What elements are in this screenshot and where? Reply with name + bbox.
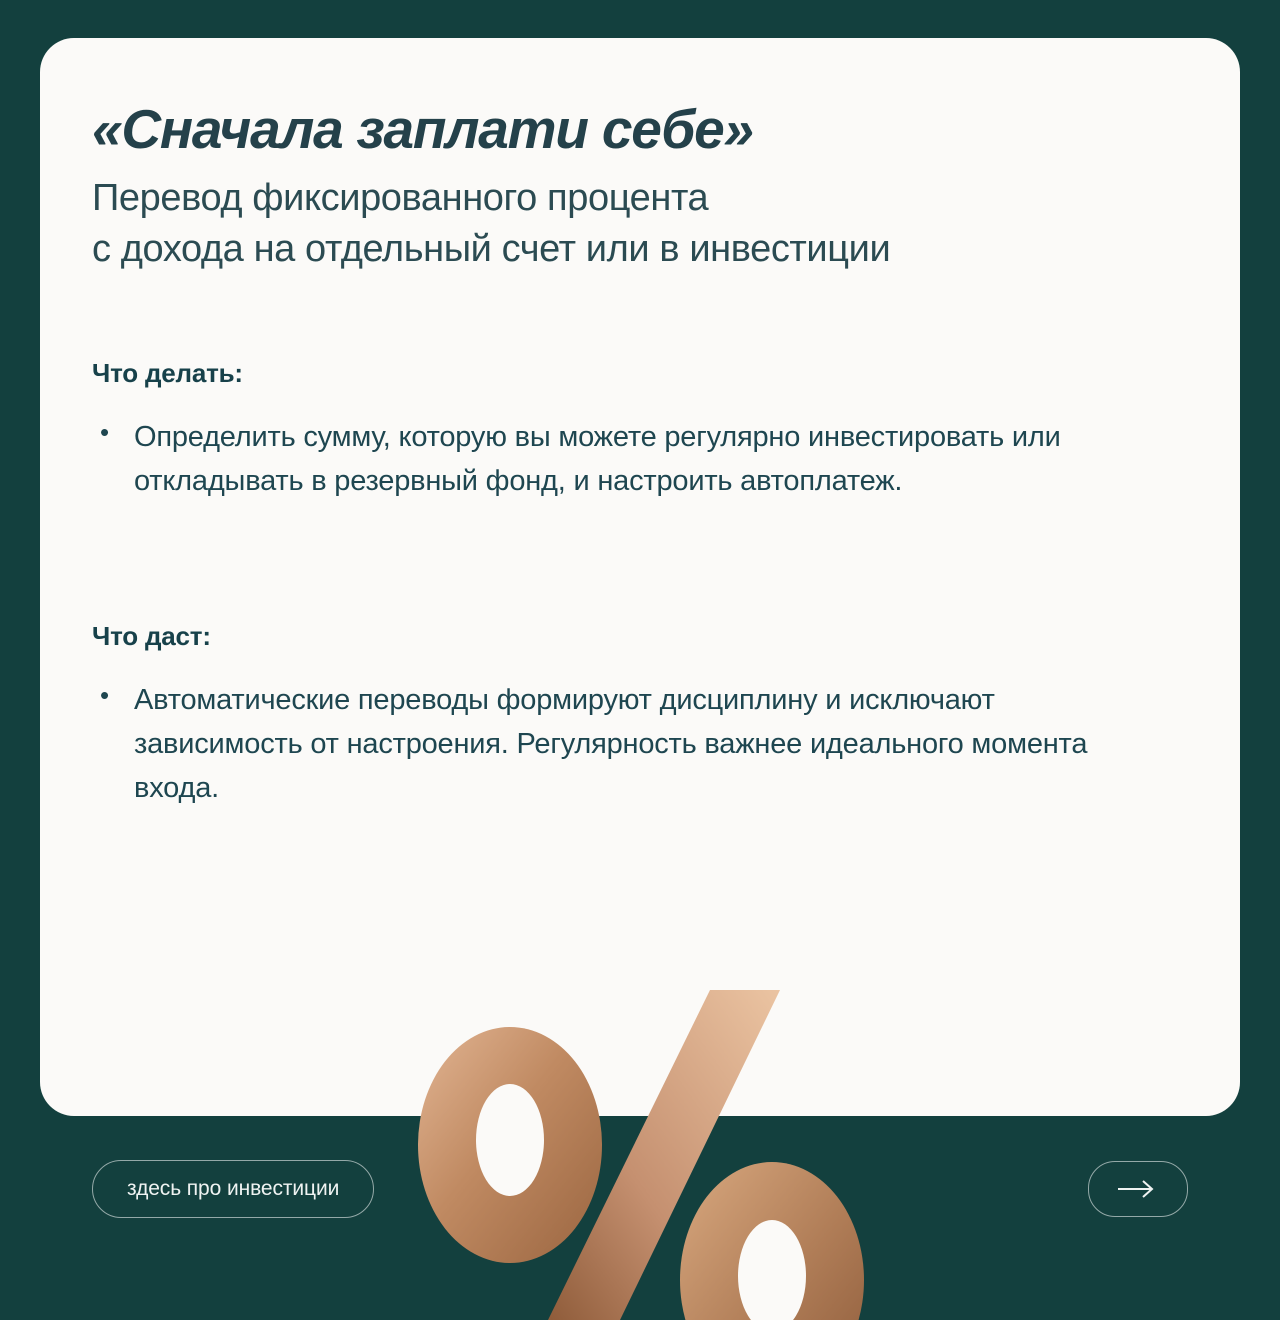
list-what-to-do — [92, 415, 1170, 503]
list-what-it-gives — [92, 678, 1170, 810]
arrow-right-icon — [1116, 1179, 1160, 1199]
subtitle-line-1: Перевод фиксированного процента — [92, 177, 709, 220]
subtitle-line-2: с дохода на отдельный счет или в инвестиции — [92, 227, 891, 270]
list-item: • Определить сумму, которую вы можете регулярно инвестировать или откладывать в резервный фонд, и настроить автоплатеж. — [92, 415, 1170, 503]
section-heading-what-it-gives: Что даст: — [92, 620, 211, 651]
content-card — [40, 38, 1240, 1116]
page-title: «Сначала заплати себе» — [92, 98, 753, 160]
footer-bar — [0, 1118, 1280, 1280]
topic-tag-button[interactable]: здесь про инвестиции — [92, 1160, 374, 1218]
page-subtitle — [92, 173, 1170, 273]
next-slide-button[interactable] — [1088, 1161, 1188, 1217]
section-heading-what-to-do: Что делать: — [92, 357, 243, 388]
list-item: • Автоматические переводы формируют дисциплину и исключают зависимость от настроения. Регулярность важнее идеального момента входа. — [92, 678, 1170, 810]
